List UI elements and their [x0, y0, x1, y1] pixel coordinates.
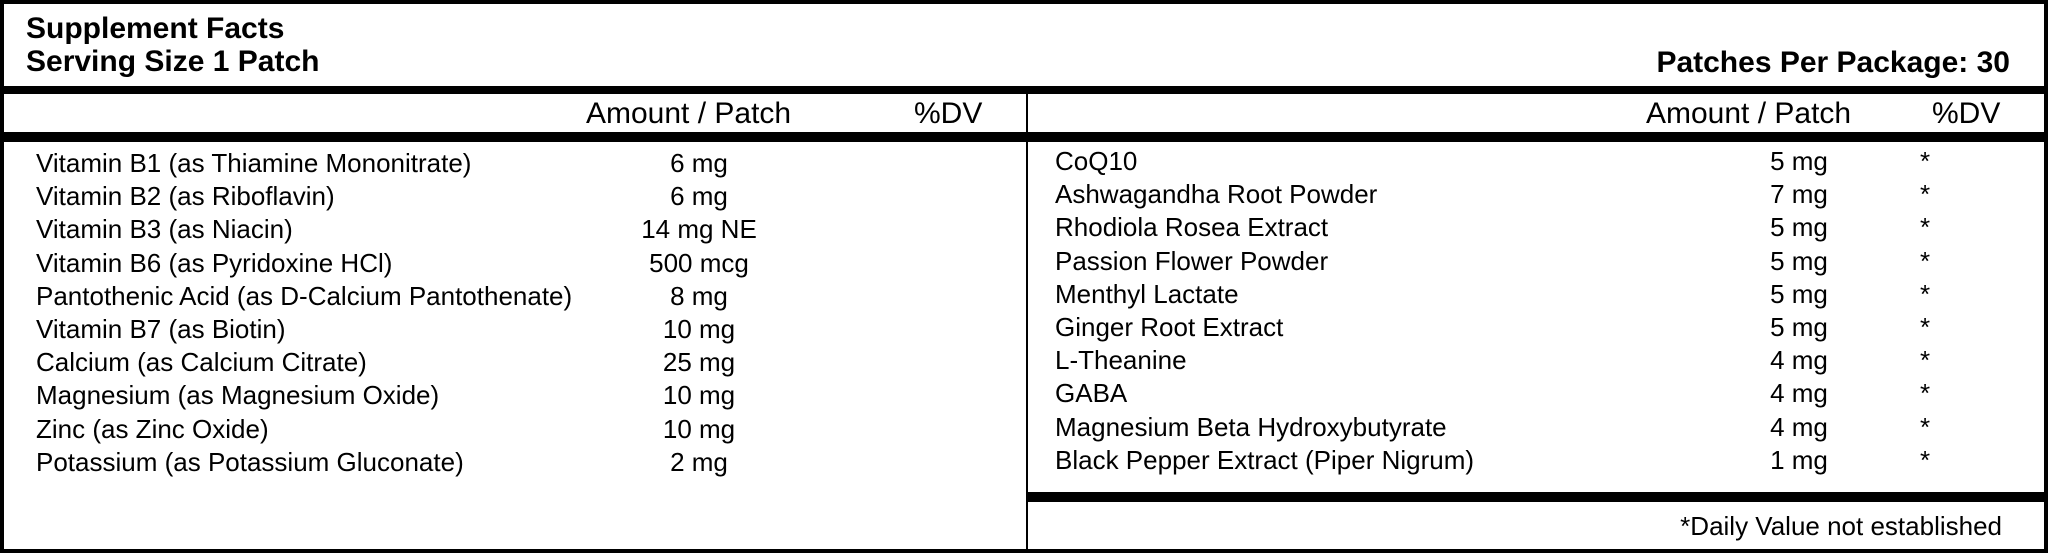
- amount-per-patch: 4 mg: [1770, 411, 1828, 442]
- ingredient-name: L-Theanine: [1055, 345, 1187, 376]
- column-divider: [1026, 93, 1028, 551]
- footnote-rule: [1028, 492, 2044, 502]
- left-header-rule: [4, 132, 1026, 142]
- ingredient-name: Passion Flower Powder: [1055, 245, 1329, 276]
- left-dv-header: %DV: [914, 97, 983, 130]
- right-dv-header: %DV: [1932, 97, 2001, 130]
- amount-per-patch: 10 mg: [662, 413, 736, 444]
- ingredient-name: Rhodiola Rosea Extract: [1055, 212, 1329, 243]
- amount-per-patch: 10 mg: [662, 380, 736, 411]
- ingredient-name: Vitamin B7 (as Biotin): [36, 314, 286, 344]
- ingredient-name: Potassium (as Potassium Gluconate): [36, 446, 464, 477]
- daily-value: *: [1919, 345, 1931, 376]
- ingredient-name: Magnesium Beta Hydroxybutyrate: [1055, 411, 1447, 442]
- right-header-rule: [1028, 132, 2044, 142]
- ingredient-name: Vitamin B2 (as Riboflavin): [36, 181, 335, 212]
- daily-value: *: [1919, 212, 1931, 243]
- serving-size: Serving Size 1 Patch: [26, 45, 320, 78]
- amount-per-patch: 2 mg: [670, 446, 728, 477]
- daily-value: *: [1919, 312, 1931, 342]
- panel-title: [26, 12, 319, 78]
- ingredient-name: Pantothenic Acid (as D-Calcium Pantothenate): [36, 280, 573, 311]
- right-amount-header: Amount / Patch: [1646, 97, 1852, 130]
- patches-per-package: Patches Per Package: 30: [1656, 46, 2010, 79]
- ingredient-name: Vitamin B6 (as Pyridoxine HCl): [36, 247, 393, 278]
- amount-per-patch: 5 mg: [1770, 212, 1828, 243]
- amount-per-patch: 4 mg: [1770, 378, 1828, 409]
- daily-value: *: [1919, 146, 1931, 176]
- ingredient-name: Black Pepper Extract (Piper Nigrum): [1055, 444, 1475, 475]
- title-heading: Supplement Facts: [26, 12, 285, 45]
- ingredient-name: Vitamin B1 (as Thiamine Mononitrate): [36, 148, 472, 178]
- amount-per-patch: 14 mg NE: [641, 214, 757, 245]
- amount-per-patch: 8 mg: [670, 280, 728, 311]
- daily-value: *: [1919, 245, 1931, 276]
- ingredient-name: CoQ10: [1055, 146, 1138, 176]
- ingredient-name: GABA: [1055, 378, 1128, 409]
- top-thick-rule: [4, 86, 2044, 94]
- ingredient-name: Vitamin B3 (as Niacin): [36, 214, 293, 245]
- amount-per-patch: 1 mg: [1770, 444, 1828, 475]
- ingredient-name: Ginger Root Extract: [1055, 312, 1284, 342]
- amount-per-patch: 500 mcg: [649, 247, 749, 278]
- daily-value: *: [1919, 411, 1931, 442]
- ingredient-name: Magnesium (as Magnesium Oxide): [36, 380, 440, 411]
- amount-per-patch: 5 mg: [1770, 146, 1828, 176]
- amount-per-patch: 7 mg: [1770, 179, 1828, 210]
- daily-value: *: [1919, 444, 1931, 475]
- daily-value: *: [1919, 278, 1931, 309]
- amount-per-patch: 10 mg: [662, 314, 736, 344]
- daily-value: *: [1919, 378, 1931, 409]
- amount-per-patch: 5 mg: [1770, 278, 1828, 309]
- daily-value-footnote: *Daily Value not established: [1680, 511, 2002, 541]
- amount-per-patch: 5 mg: [1770, 312, 1828, 342]
- amount-per-patch: 6 mg: [670, 148, 728, 178]
- amount-per-patch: 4 mg: [1770, 345, 1828, 376]
- amount-per-patch: 6 mg: [670, 181, 728, 212]
- ingredient-name: Ashwagandha Root Powder: [1055, 179, 1378, 210]
- ingredient-name: Zinc (as Zinc Oxide): [36, 413, 269, 444]
- amount-per-patch: 25 mg: [662, 347, 736, 378]
- daily-value: *: [1919, 179, 1931, 210]
- ingredient-name: Menthyl Lactate: [1055, 278, 1239, 309]
- amount-per-patch: 5 mg: [1770, 245, 1828, 276]
- ingredient-name: Calcium (as Calcium Citrate): [36, 347, 367, 378]
- left-amount-header: Amount / Patch: [586, 97, 792, 130]
